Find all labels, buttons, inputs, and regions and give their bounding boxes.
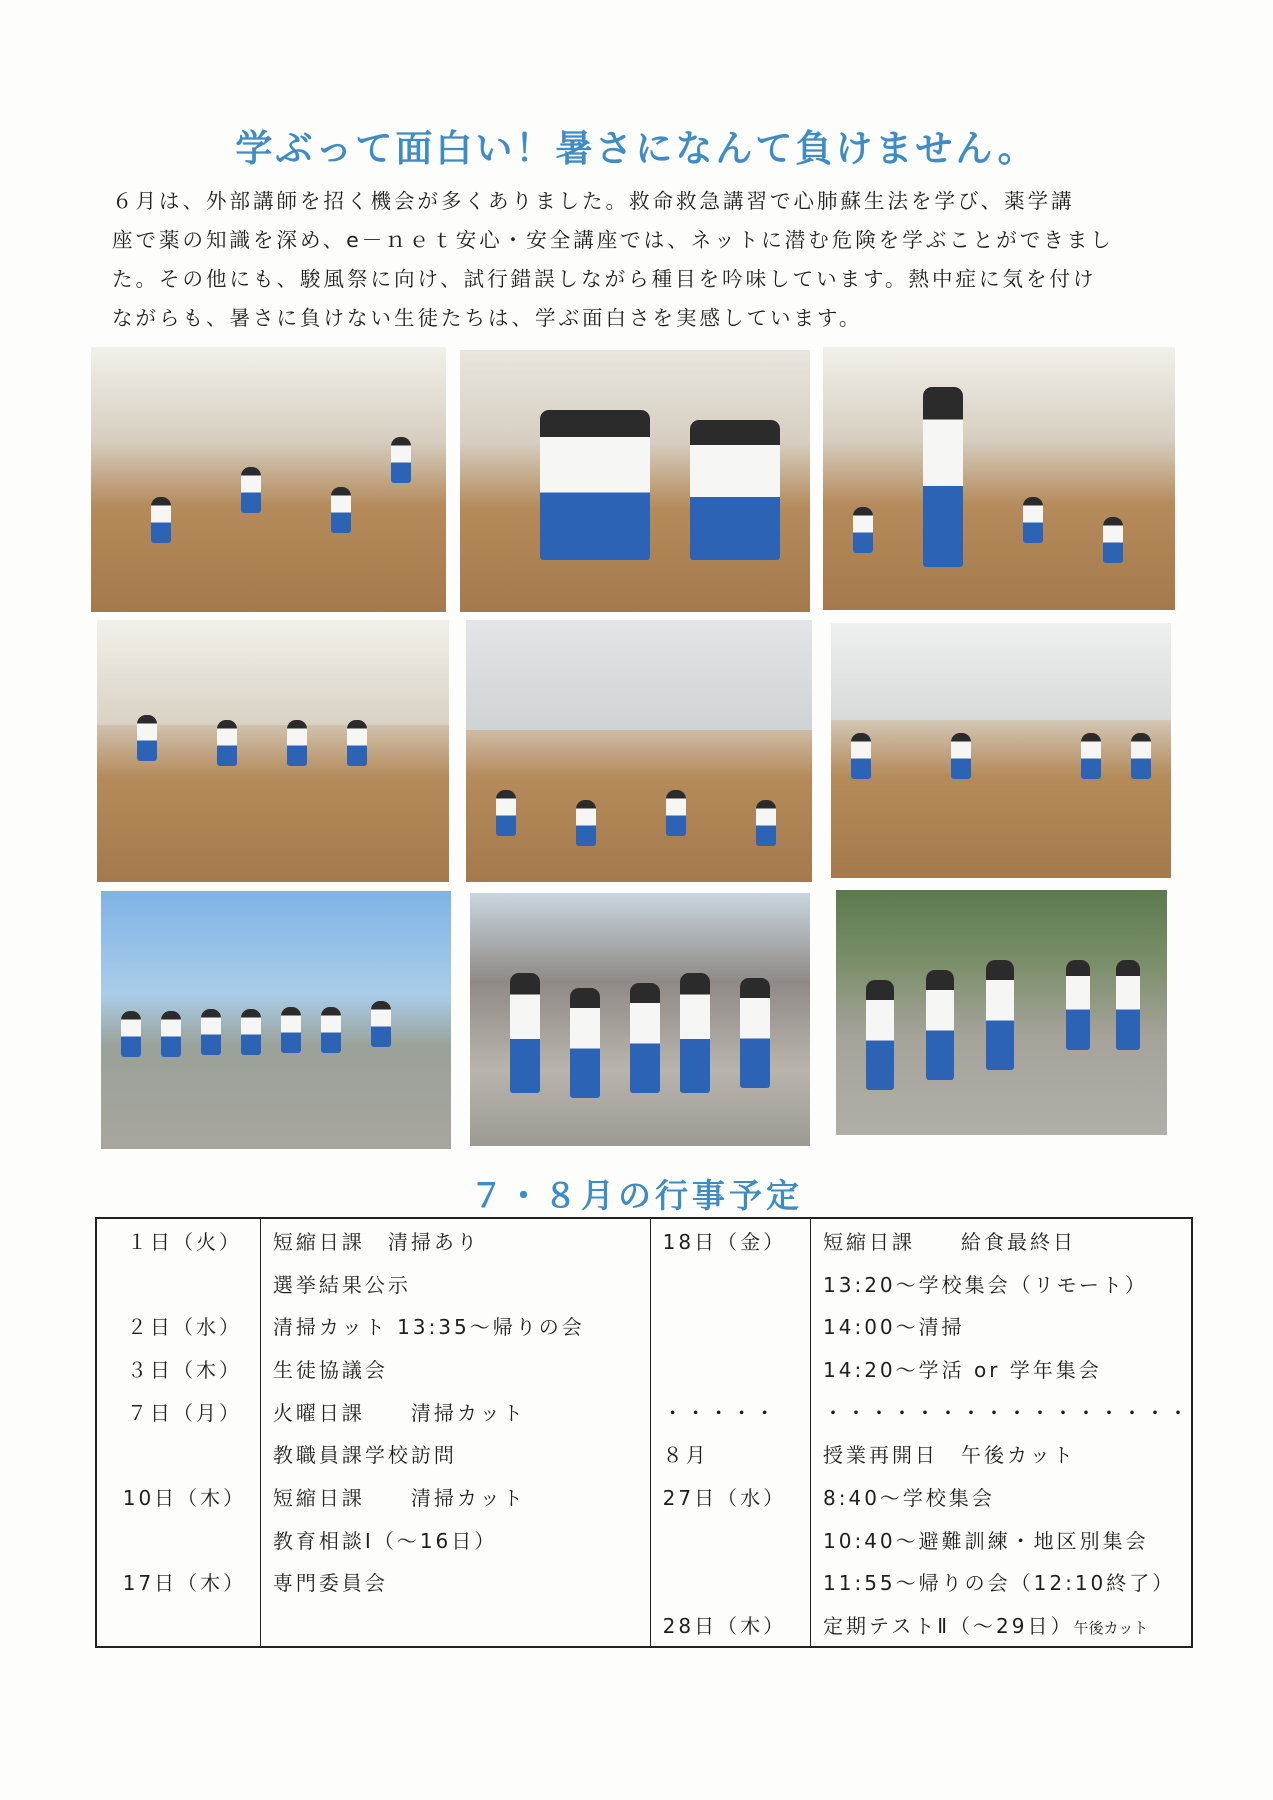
event-cell: 選挙結果公示 (260, 1262, 650, 1305)
event-cell (811, 1603, 1193, 1647)
event-text: 定期テストⅡ（～29日） (823, 1614, 1074, 1639)
photo-outdoor-group (470, 893, 810, 1146)
event-cell: 11:55～帰りの会（12:10終了） (823, 1571, 1176, 1596)
photo-lecture-audience (466, 620, 812, 882)
intro-line: ながらも、暑さに負けない生徒たちは、学ぶ面白さを実感しています。 (112, 306, 863, 330)
photo-cpr-closeup (460, 350, 810, 612)
intro-line: ６月は、外部講師を招く機会が多くありました。救命救急講習で心肺蘇生法を学び、薬学講 (112, 189, 1075, 213)
date-cell (650, 1561, 810, 1604)
event-cell: 清掃カット 13:35～帰りの会 (260, 1304, 650, 1347)
photo-gym-practice (831, 623, 1171, 878)
date-cell (96, 1432, 260, 1475)
table-row (96, 1304, 1192, 1347)
date-cell: ２日（水） (96, 1304, 260, 1347)
intro-line: た。その他にも、駿風祭に向け、試行錯誤しながら種目を吟味しています。熱中症に気を付け (112, 267, 1097, 291)
event-cell: 授業再開日 午後カット (823, 1443, 1076, 1468)
photo-cpr-gym (91, 347, 446, 612)
date-cell (650, 1262, 810, 1305)
date-cell: 17日（木） (96, 1561, 260, 1604)
date-cell (96, 1262, 260, 1305)
date-cell: 28日（木） (650, 1603, 810, 1647)
event-cell: 教職員課学校訪問 (260, 1432, 650, 1475)
table-row (96, 1561, 1192, 1604)
table-row (96, 1432, 1192, 1475)
photo-lecture-front (97, 620, 449, 882)
event-cell: 10:40～避難訓練・地区別集会 (823, 1528, 1149, 1553)
date-cell: ８月 (650, 1432, 810, 1475)
date-cell: 27日（水） (650, 1475, 810, 1518)
table-row (96, 1518, 1192, 1561)
date-cell (650, 1304, 810, 1347)
date-cell (96, 1603, 260, 1647)
event-cell: 13:20～学校集会（リモート） (823, 1272, 1148, 1297)
schedule-title: ７・８月の行事予定 (470, 1176, 803, 1215)
event-cell: ・・・・・・・・・・・・・・・・ (823, 1400, 1191, 1425)
date-cell (650, 1347, 810, 1390)
event-cell (260, 1603, 650, 1647)
date-cell: ・・・・・ (650, 1390, 810, 1433)
event-cell: 専門委員会 (260, 1561, 650, 1604)
table-row (96, 1347, 1192, 1390)
date-cell: ３日（木） (96, 1347, 260, 1390)
table-row (96, 1218, 1192, 1262)
date-cell: １日（火） (96, 1218, 260, 1262)
table-row (96, 1603, 1192, 1647)
date-cell (96, 1518, 260, 1561)
date-cell: 10日（木） (96, 1475, 260, 1518)
table-row (96, 1390, 1192, 1433)
event-cell: 火曜日課 清掃カット (260, 1390, 650, 1433)
event-cell: 短縮日課 清掃あり (260, 1218, 650, 1262)
intro-paragraph (112, 182, 1162, 338)
photo-outdoor-game (836, 890, 1167, 1135)
date-cell (650, 1518, 810, 1561)
event-cell: 8:40～学校集会 (823, 1485, 995, 1510)
event-cell: 生徒協議会 (260, 1347, 650, 1390)
date-cell: ７日（月） (96, 1390, 260, 1433)
date-cell: 18日（金） (650, 1218, 810, 1262)
table-row (96, 1262, 1192, 1305)
event-cell: 短縮日課 給食最終日 (823, 1229, 1076, 1254)
schedule-table (95, 1217, 1193, 1648)
page-headline: 学ぶって面白い！暑さになんて負けません。 (235, 127, 1038, 170)
event-cell: 短縮日課 清掃カット (260, 1475, 650, 1518)
event-cell: 14:00～清掃 (823, 1315, 965, 1340)
table-row (96, 1475, 1192, 1518)
event-cell: 教育相談Ⅰ（～16日） (260, 1518, 650, 1561)
event-cell: 14:20～学活 or 学年集会 (823, 1357, 1102, 1382)
event-note: 午後カット (1073, 1619, 1149, 1638)
intro-line: 座で薬の知識を深め、e－ｎｅｔ安心・安全講座では、ネットに潜む危険を学ぶことができまし (112, 228, 1114, 252)
photo-student-speaking (823, 347, 1175, 610)
photo-outdoor-line (101, 891, 451, 1149)
